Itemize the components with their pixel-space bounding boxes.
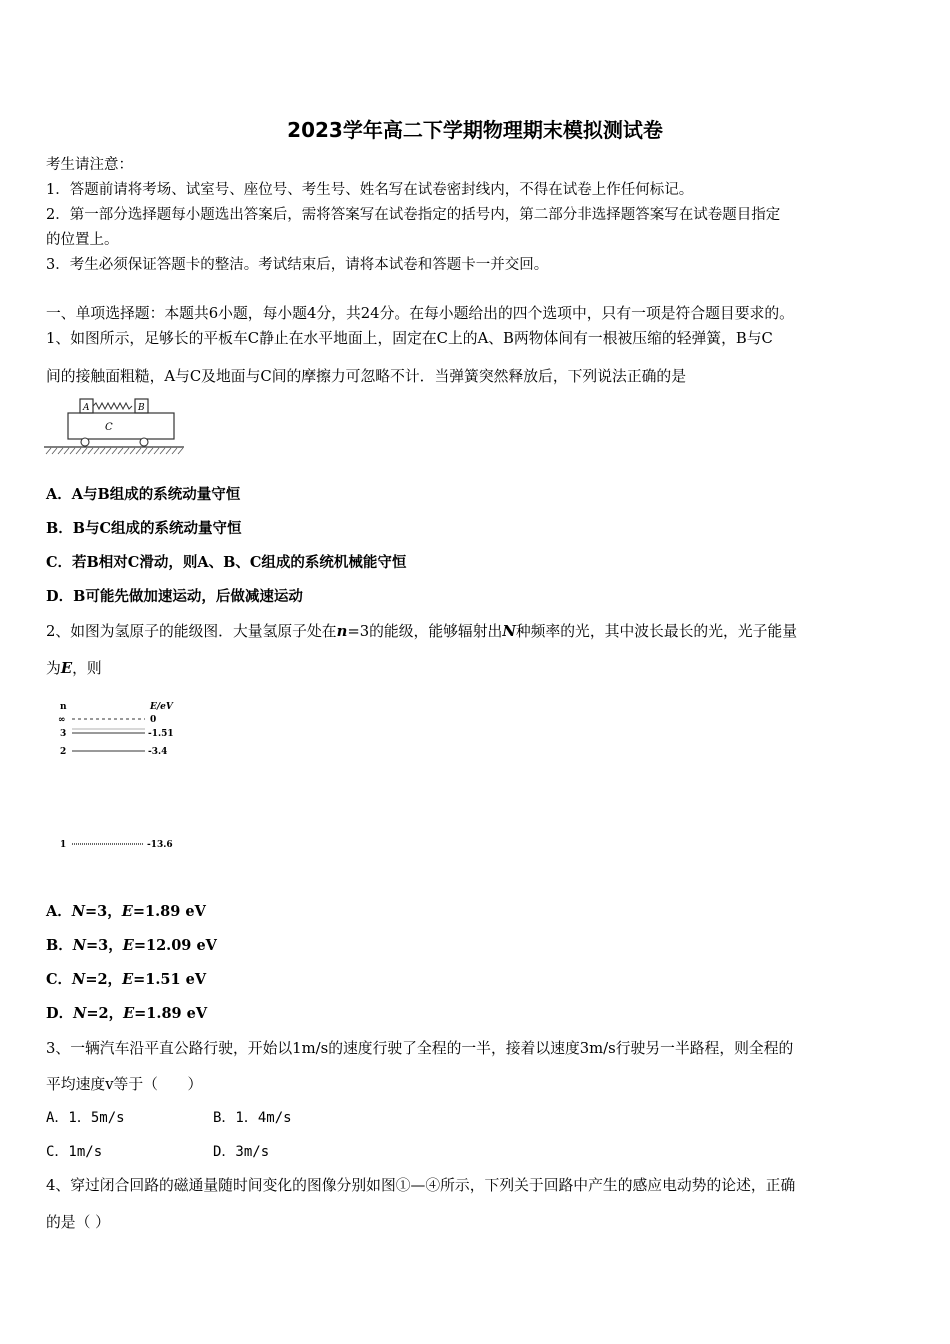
level-energy-2: -3.4 <box>148 747 168 757</box>
question-4-line: 的是（ ） <box>46 1214 110 1231</box>
notice-item: 3．考生必须保证答题卡的整洁。考试结束后，请将本试卷和答题卡一并交回。 <box>46 257 549 273</box>
question-1-option[interactable]: B．B与C组成的系统动量守恒 <box>46 520 242 537</box>
question-1-line: 1、如图所示，足够长的平板车C静止在水平地面上，固定在C上的A、B两物体间有一根被压缩的轻弹簧，B与C <box>46 330 773 347</box>
ground-hatching <box>46 448 183 454</box>
question-3-option[interactable]: B．1．4m/s <box>213 1110 292 1126</box>
n-header: n <box>60 702 67 712</box>
notice-item: 2．第一部分选择题每小题选出答案后，需将答案写在试卷指定的括号内，第二部分非选择题答案写在试卷题目指定 <box>46 207 781 223</box>
question-3-option[interactable]: D．3m/s <box>213 1144 270 1160</box>
spring <box>93 403 132 409</box>
label-a: A <box>83 403 90 413</box>
question-1-option[interactable]: A．A与B组成的系统动量守恒 <box>46 486 241 503</box>
section-heading: 一、单项选择题：本题共6小题，每小题4分，共24分。在每小题给出的四个选项中，只有一项是符合题目要求的。 <box>46 305 794 322</box>
level-n-inf: ∞ <box>58 715 66 725</box>
label-c: C <box>105 422 113 433</box>
question-1-option[interactable]: C．若B相对C滑动，则A、B、C组成的系统机械能守恒 <box>46 554 407 571</box>
question-3-line: 3、一辆汽车沿平直公路行驶，开始以1m/s的速度行驶了全程的一半，接着以速度3m/s行驶另一半路程，则全程的 <box>46 1040 794 1057</box>
energy-header: E/eV <box>150 702 173 712</box>
level-energy-1: -13.6 <box>147 840 173 850</box>
question-2-option[interactable]: A．N=3，E=1.89 eV <box>46 903 206 920</box>
level-energy-inf: 0 <box>150 715 157 725</box>
cart-spring-figure <box>44 392 186 458</box>
question-2-option[interactable]: B．N=3，E=12.09 eV <box>46 937 217 954</box>
notice-item: 的位置上。 <box>46 232 119 248</box>
question-3-option[interactable]: C．1m/s <box>46 1144 103 1160</box>
level-n-2: 2 <box>60 747 67 757</box>
level-n-3: 3 <box>60 729 67 739</box>
question-2-line: 2、如图为氢原子的能级图．大量氢原子处在n=3的能级，能够辐射出N种频率的光，其中波长最长的光，光子能量 <box>46 623 798 640</box>
wheel-right <box>140 438 148 446</box>
question-3-line: 平均速度v等于（ ） <box>46 1076 203 1093</box>
notice-heading: 考生请注意： <box>46 157 133 173</box>
question-2-option[interactable]: C．N=2，E=1.51 eV <box>46 971 207 988</box>
wheel-left <box>81 438 89 446</box>
cart-c-body <box>68 413 174 439</box>
question-4-line: 4、穿过闭合回路的磁通量随时间变化的图像分别如图①—④所示，下列关于回路中产生的感应电动势的论述，正确 <box>46 1177 796 1194</box>
notice-item: 1．答题前请将考场、试室号、座位号、考生号、姓名写在试卷密封线内，不得在试卷上作任何标记。 <box>46 182 694 198</box>
level-n-1: 1 <box>60 840 67 850</box>
energy-level-diagram <box>55 698 195 854</box>
question-1-option[interactable]: D．B可能先做加速运动，后做减速运动 <box>46 588 303 605</box>
question-2-line: 为E，则 <box>46 660 102 677</box>
page-title: 2023学年高二下学期物理期末模拟测试卷 <box>287 118 663 142</box>
label-b: B <box>138 403 145 413</box>
question-3-option[interactable]: A．1．5m/s <box>46 1110 125 1126</box>
question-1-line: 间的接触面粗糙，A与C及地面与C间的摩擦力可忽略不计．当弹簧突然释放后，下列说法正确的是 <box>46 368 687 385</box>
level-energy-3: -1.51 <box>148 729 174 739</box>
question-2-option[interactable]: D．N=2，E=1.89 eV <box>46 1005 208 1022</box>
